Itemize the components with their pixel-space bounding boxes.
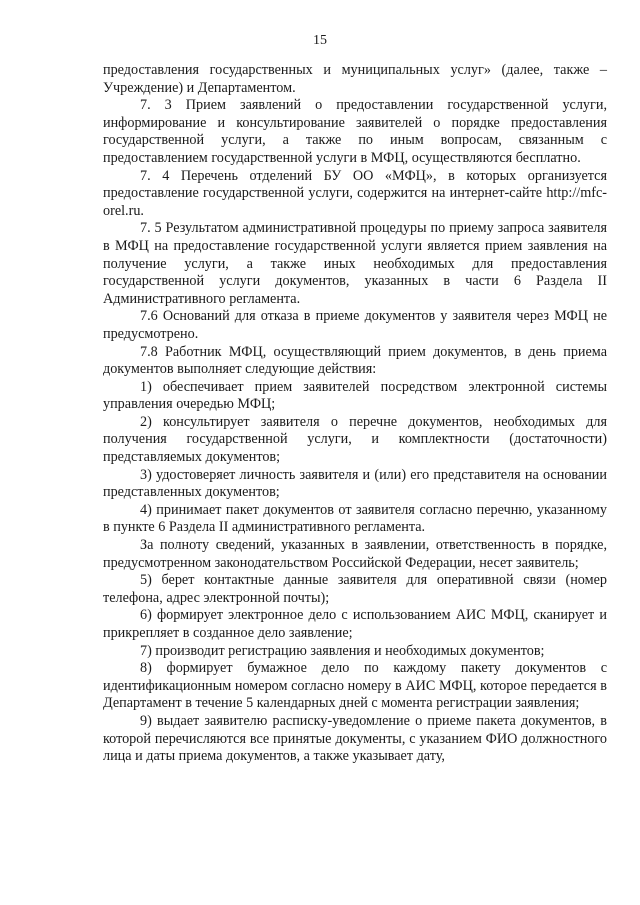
document-body — [103, 62, 607, 766]
paragraph-7-5: 7. 5 Результатом административной процедуры по приему запроса заявителя в МФЦ на предоставление государственной услуги является прием заявления на получение услуги, а также иных необходимых для предоставления государственной услуги документов, указанных в части 6 Раздела II Административного регламента. — [103, 220, 607, 307]
list-item-2: 2) консультирует заявителя о перечне документов, необходимых для получения государственной услуги, и комплектности (достаточности) представляемых документов; — [103, 413, 607, 466]
paragraph-7-4: 7. 4 Перечень отделений БУ ОО «МФЦ», в которых организуется предоставление государственной услуги, содержится на интернет-сайте http://mfc-orel.ru. — [103, 167, 607, 219]
paragraph-7-8: 7.8 Работник МФЦ, осуществляющий прием документов, в день приема документов выполняет следующие действия: — [103, 343, 607, 378]
paragraph-7-3: 7. 3 Прием заявлений о предоставлении государственной услуги, информирование и консультирование заявителей о порядке предоставления государственной услуги, а также по иным вопросам, связанным с предоставлением государственной услуги в МФЦ, осуществляются бесплатно. — [103, 97, 607, 166]
paragraph-7-6: 7.6 Оснований для отказа в приеме документов у заявителя через МФЦ не предусмотрено. — [103, 308, 607, 342]
paragraph-continuation: предоставления государственных и муниципальных услуг» (далее, также – Учреждение) и Департаментом. — [103, 62, 607, 96]
list-item-8: 8) формирует бумажное дело по каждому пакету документов с идентификационным номером согласно номеру в АИС МФЦ, которое передается в Департамент в течение 5 календарных дней с момента регистрации заявления; — [103, 660, 607, 712]
list-item-1: 1) обеспечивает прием заявителей посредством электронной системы управления очередью МФЦ; — [103, 378, 607, 413]
page-number: 15 — [313, 33, 327, 48]
list-item-4: 4) принимает пакет документов от заявителя согласно перечню, указанному в пункте 6 Раздела II административного регламента. — [103, 501, 607, 536]
list-item-9: 9) выдает заявителю расписку-уведомление о приеме пакета документов, в которой перечисляются все принятые документы, с указанием ФИО должностного лица и даты приема документов, а также указывает дату, — [103, 712, 607, 765]
list-item-6: 6) формирует электронное дело с использованием АИС МФЦ, сканирует и прикрепляет в созданное дело заявление; — [103, 607, 607, 641]
list-item-3: 3) удостоверяет личность заявителя и (или) его представителя на основании представленных документов; — [103, 466, 607, 501]
list-item-7: 7) производит регистрацию заявления и необходимых документов; — [140, 642, 545, 659]
list-item-5: 5) берет контактные данные заявителя для оперативной связи (номер телефона, адрес электронной почты); — [103, 572, 607, 606]
responsibility-note: За полноту сведений, указанных в заявлении, ответственность в порядке, предусмотренном законодательством Российской Федерации, несет заявитель; — [103, 537, 607, 571]
